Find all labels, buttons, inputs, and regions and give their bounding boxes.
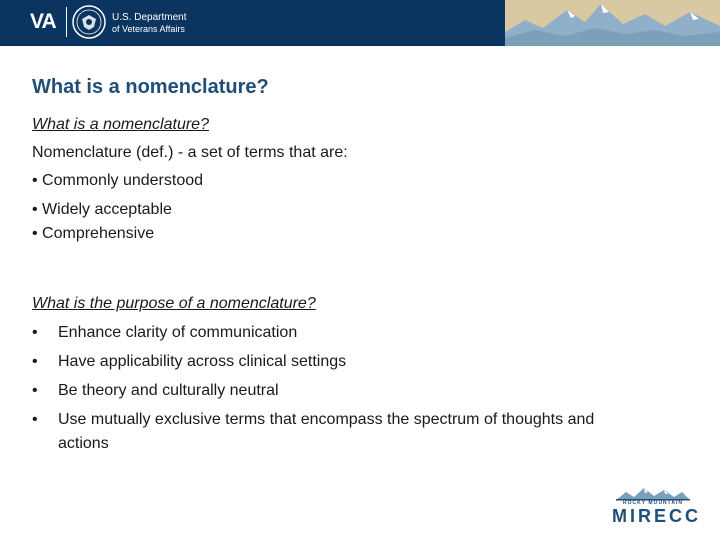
section2-heading: What is the purpose of a nomenclature? <box>32 295 316 312</box>
list-item-text: Commonly understood <box>42 172 204 189</box>
slide-title: What is a nomenclature? <box>32 76 269 98</box>
header-divider <box>66 7 67 37</box>
list-item: • Commonly understood <box>32 172 204 189</box>
list-item-text: Be theory and culturally neutral <box>58 382 279 399</box>
definition-text: Nomenclature (def.) - a set of terms that are: <box>32 144 348 161</box>
list-item-text: Have applicability across clinical settings <box>58 353 347 370</box>
mirecc-title: MIRECC <box>612 506 701 526</box>
bullet-dot: • <box>32 324 38 341</box>
header-bar <box>0 0 720 46</box>
list-item: • Widely acceptable <box>32 201 172 218</box>
list-item: • Comprehensive <box>32 225 155 242</box>
department-line-1: U.S. Department <box>112 12 187 23</box>
list-item-text: Enhance clarity of communication <box>58 324 298 341</box>
bullet-dot: • <box>32 411 38 428</box>
list-item-text: actions <box>58 435 109 452</box>
bullet-dot: • <box>32 382 38 399</box>
mirecc-subtitle: ROCKY MOUNTAIN <box>623 500 683 506</box>
bullet-dot: • <box>32 353 38 370</box>
list-item-text: Comprehensive <box>42 225 155 242</box>
list-item-text: Use mutually exclusive terms that encompass the spectrum of thoughts and <box>58 411 595 428</box>
va-logo: VA <box>30 10 56 33</box>
department-line-2: of Veterans Affairs <box>112 24 185 34</box>
list-item-text: Widely acceptable <box>42 201 172 218</box>
va-seal-icon <box>72 5 106 39</box>
mountain-banner-icon <box>505 0 720 46</box>
section1-heading: What is a nomenclature? <box>32 116 209 133</box>
